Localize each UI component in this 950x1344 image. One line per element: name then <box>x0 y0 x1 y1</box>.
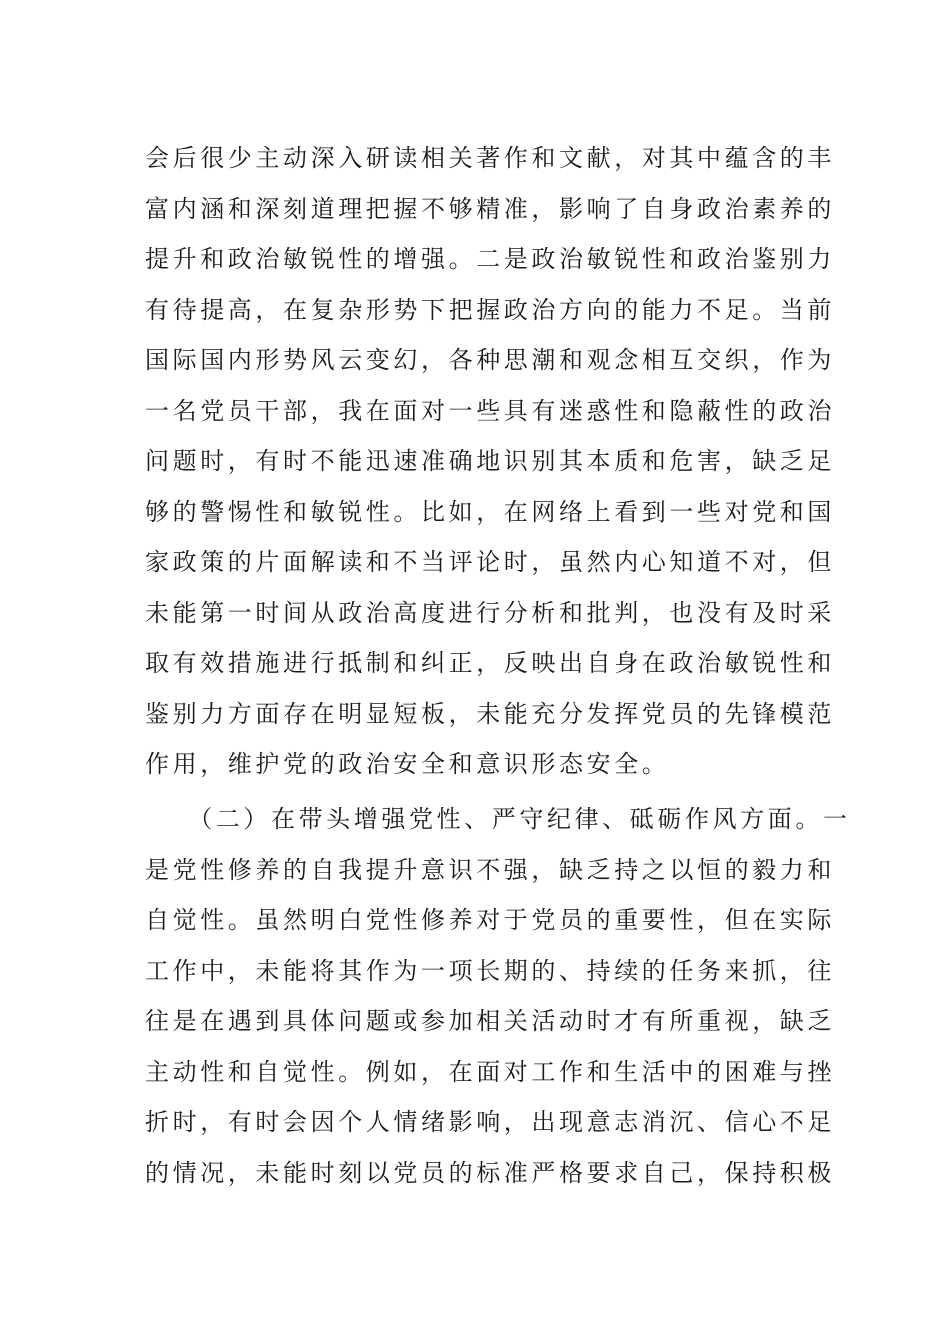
text-line: 一名党员干部，我在面对一些具有迷惑性和隐蔽性的政治 <box>145 396 835 425</box>
text-line: 未能第一时间从政治高度进行分析和批判，也没有及时采 <box>145 598 835 627</box>
text-line: 的情况，未能时刻以党员的标准严格要求自己，保持积极 <box>145 1158 835 1187</box>
text-line: 鉴别力方面存在明显短板，未能充分发挥党员的先锋模范 <box>145 699 835 728</box>
text-line: 提升和政治敏锐性的增强。二是政治敏锐性和政治鉴别力 <box>145 245 835 273</box>
paragraph-party-spirit-section <box>145 794 851 1198</box>
text-line: 工作中，未能将其作为一项长期的、持续的任务来抓，往 <box>145 956 835 985</box>
text-line: 家政策的片面解读和不当评论时，虽然内心知道不对，但 <box>145 548 835 576</box>
text-line: 往是在遇到具体问题或参加相关活动时才有所重视，缺乏 <box>145 1007 835 1035</box>
text-line: 国际国内形势风云变幻，各种思潮和观念相互交织，作为 <box>145 346 835 374</box>
text-line: 是党性修养的自我提升意识不强，缺乏持之以恒的毅力和 <box>145 855 835 884</box>
section-heading-line: （二）在带头增强党性、严守纪律、砥砺作风方面。一 <box>145 805 851 833</box>
text-line: 够的警惕性和敏锐性。比如，在网络上看到一些对党和国 <box>145 497 835 526</box>
text-line: 主动性和自觉性。例如，在面对工作和生活中的困难与挫 <box>145 1057 835 1086</box>
text-line: 问题时，有时不能迅速准确地识别其本质和危害，缺乏足 <box>145 447 835 475</box>
text-line: 折时，有时会因个人情绪影响，出现意志消沉、信心不足 <box>145 1108 835 1136</box>
text-line: 取有效措施进行抵制和纠正，反映出自身在政治敏锐性和 <box>145 649 835 677</box>
paragraph-political-sensitivity <box>145 133 835 790</box>
text-line: 富内涵和深刻道理把握不够精准，影响了自身政治素养的 <box>145 194 835 223</box>
text-line: 有待提高，在复杂形势下把握政治方向的能力不足。当前 <box>145 295 835 324</box>
text-line: 会后很少主动深入研读相关著作和文献，对其中蕴含的丰 <box>145 144 835 172</box>
text-line: 作用，维护党的政治安全和意识形态安全。 <box>145 750 670 778</box>
text-line: 自觉性。虽然明白党性修养对于党员的重要性，但在实际 <box>145 906 835 934</box>
